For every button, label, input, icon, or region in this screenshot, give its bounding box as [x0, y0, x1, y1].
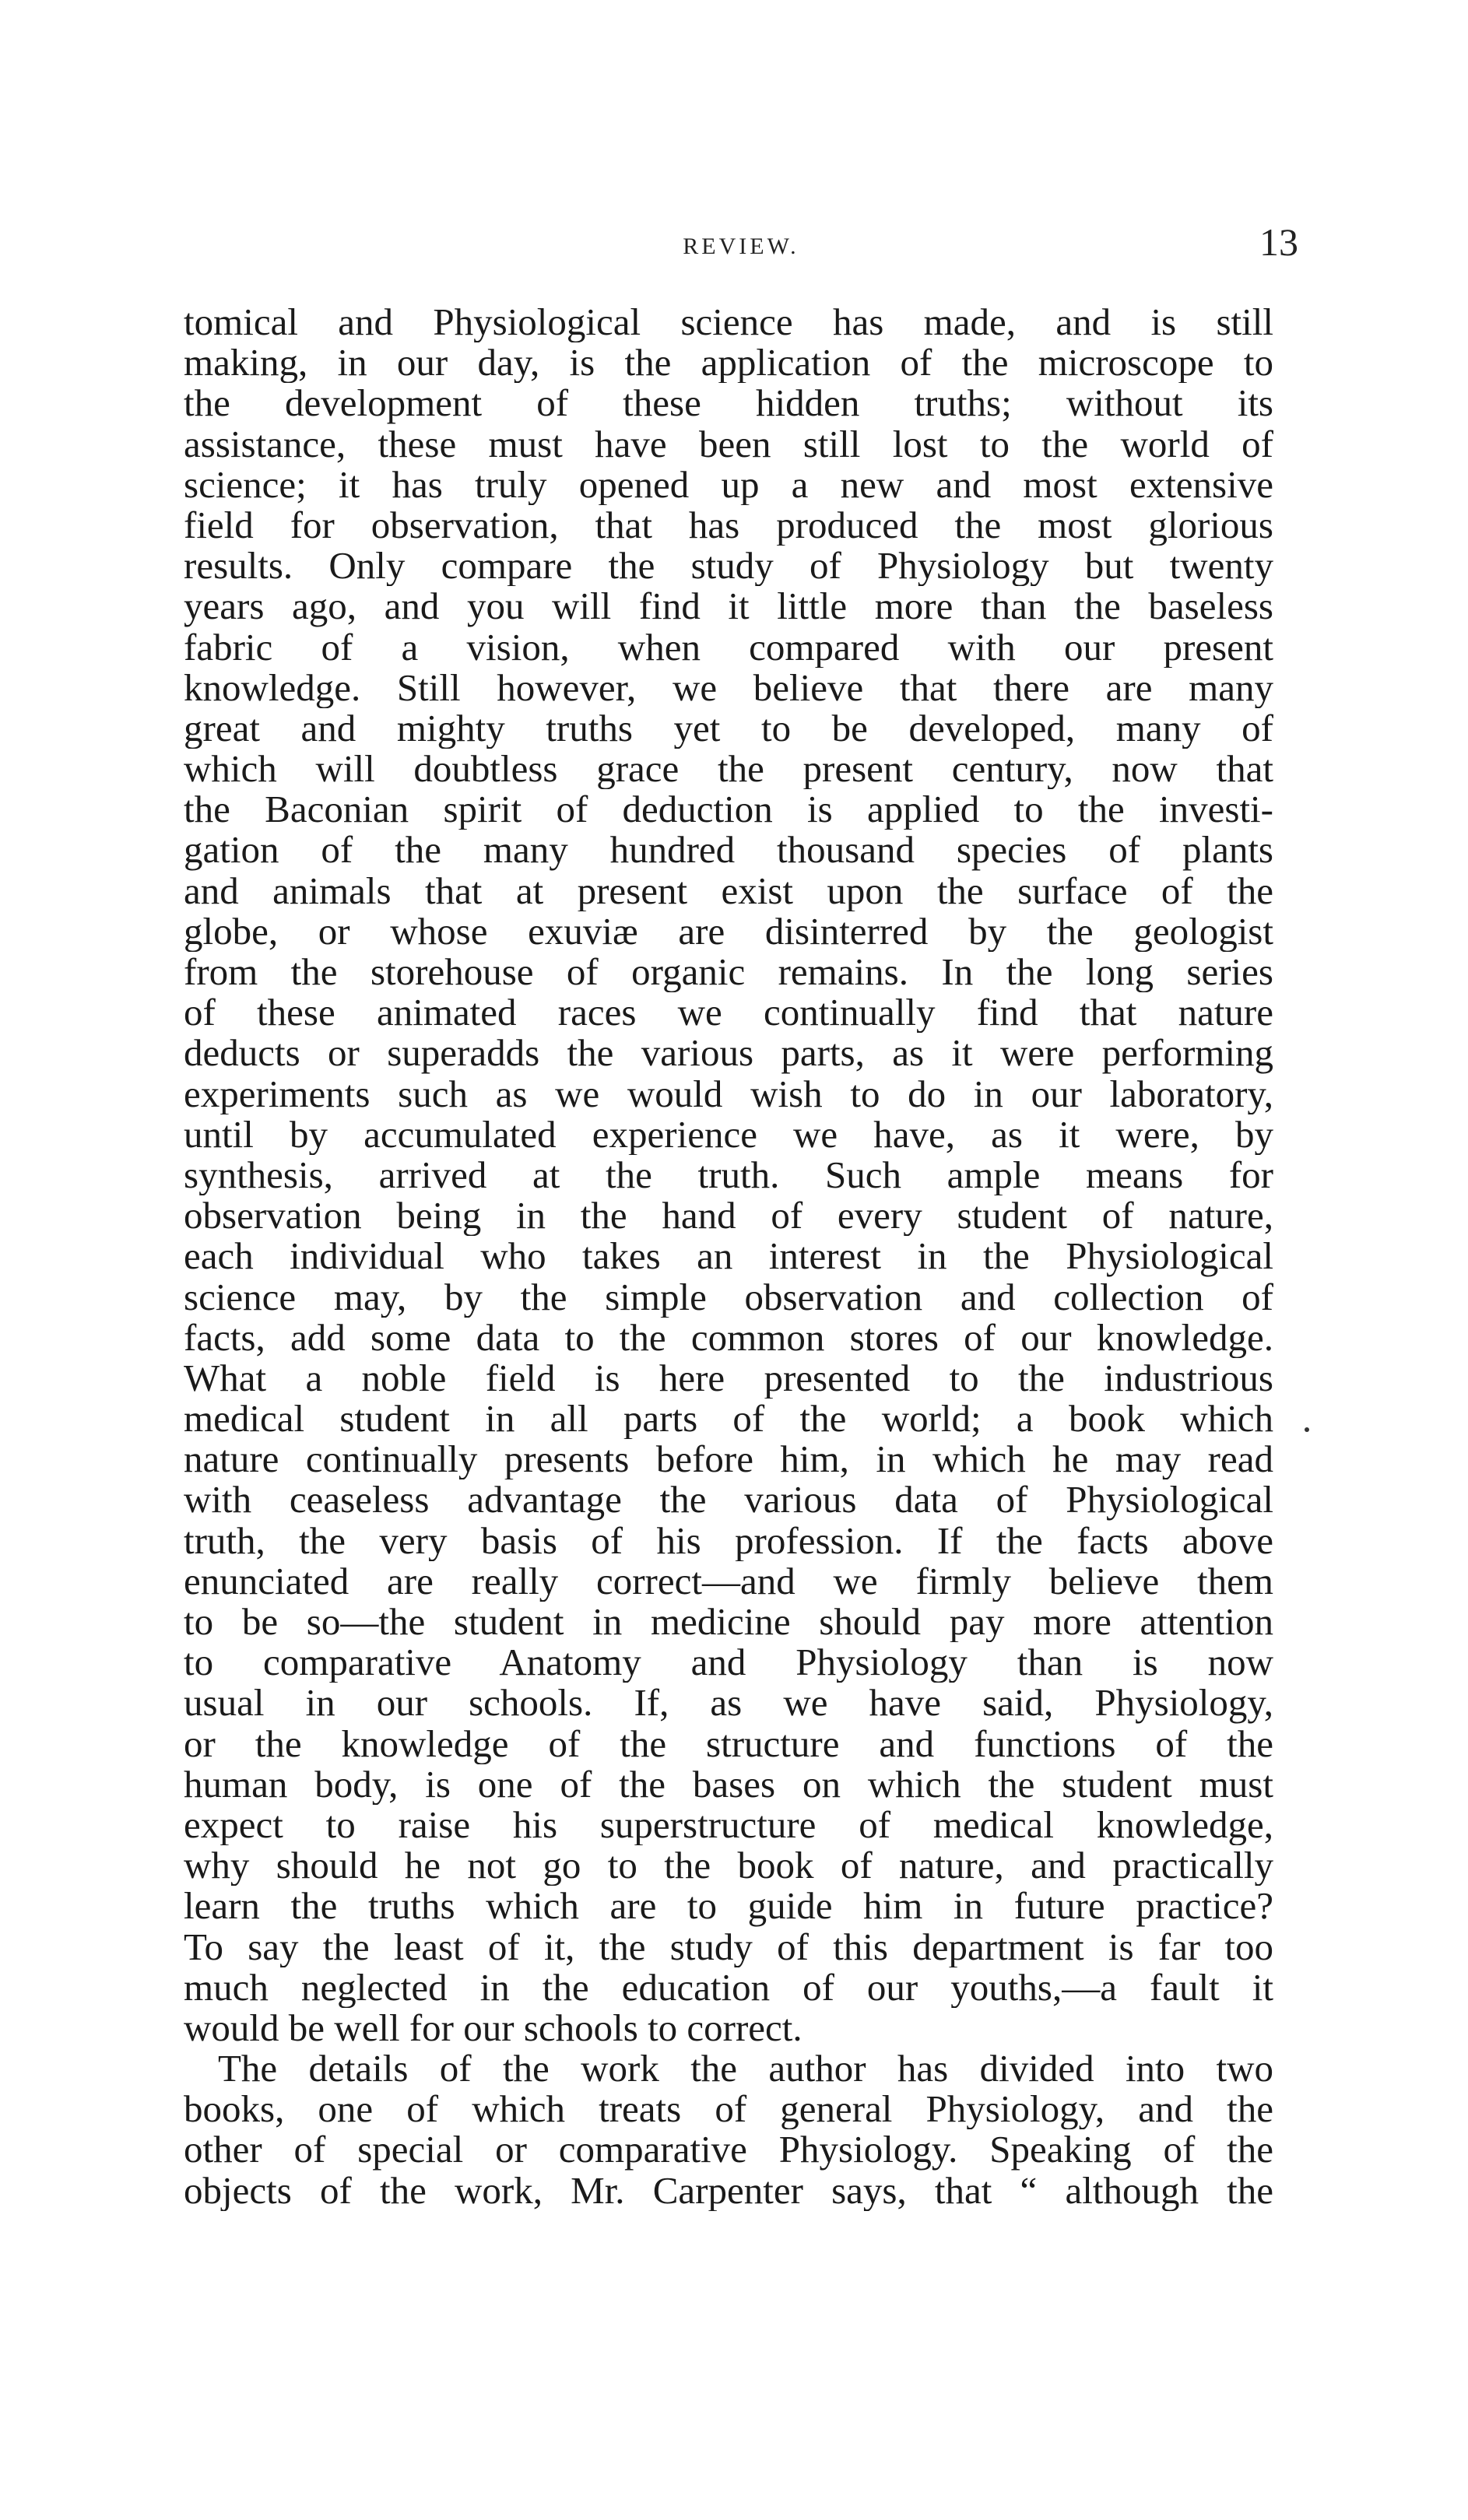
- text-line: To say the least of it, the study of this department is far too: [184, 1926, 1273, 1967]
- text-line: human body, is one of the bases on which the student must: [184, 1764, 1273, 1805]
- running-head: [184, 219, 1298, 274]
- text-line: to be so—the student in medicine should pay more attention: [184, 1602, 1273, 1643]
- text-line: gation of the many hundred thousand species of plants: [184, 830, 1273, 871]
- text-line: each individual who takes an interest in the Physiological: [184, 1236, 1273, 1277]
- text-line: truth, the very basis of his profession. If the facts above: [184, 1520, 1273, 1561]
- text-line: great and mighty truths yet to be developed, many of: [184, 707, 1273, 749]
- text-line: facts, add some data to the common stores of our knowledge.: [184, 1317, 1273, 1358]
- text-line: of these animated races we continually find that nature: [184, 992, 1273, 1034]
- text-line: science; it has truly opened up a new and most extensive: [184, 464, 1273, 505]
- text-line: medical student in all parts of the world; a book which: [184, 1399, 1273, 1440]
- text-line: and animals that at present exist upon the surface of the: [184, 870, 1273, 911]
- text-line: science may, by the simple observation and collection of: [184, 1276, 1273, 1318]
- text-line: nature continually presents before him, in which he may read: [184, 1439, 1273, 1480]
- paragraph-end-line: would be well for our schools to correct.: [184, 2007, 802, 2049]
- text-line: to comparative Anatomy and Physiology than is now: [184, 1642, 1273, 1683]
- text-line: enunciated are really correct—and we firmly believe them: [184, 1560, 1273, 1602]
- text-line: or the knowledge of the structure and functions of the: [184, 1723, 1273, 1764]
- text-line: books, one of which treats of general Physiology, and the: [184, 2089, 1273, 2130]
- text-line: expect to raise his superstructure of medical knowledge,: [184, 1804, 1273, 1846]
- text-line: globe, or whose exuviæ are disinterred by the geologist: [184, 911, 1273, 952]
- text-line: What a noble field is here presented to the industrious: [184, 1357, 1273, 1399]
- text-line: making, in our day, is the application of the microscope to: [184, 342, 1273, 384]
- text-line: the Baconian spirit of deduction is applied to the investi-: [184, 789, 1273, 830]
- text-line: the development of these hidden truths; without its: [184, 383, 1273, 424]
- text-line: other of special or comparative Physiology. Speaking of the: [184, 2129, 1273, 2171]
- text-line: experiments such as we would wish to do in our laboratory,: [184, 1073, 1273, 1114]
- text-line: until by accumulated experience we have, as it were, by: [184, 1114, 1273, 1155]
- text-line: assistance, these must have been still lost to the world of: [184, 423, 1273, 465]
- text-line: objects of the work, Mr. Carpenter says, that “ although the: [184, 2170, 1273, 2211]
- margin-ink-dot: [1305, 1427, 1309, 1432]
- text-line: why should he not go to the book of nature, and practically: [184, 1845, 1273, 1886]
- text-line: much neglected in the education of our youths,—a fault it: [184, 1967, 1273, 2008]
- text-line: years ago, and you will find it little more than the baseless: [184, 586, 1273, 627]
- text-line: with ceaseless advantage the various data of Physiological: [184, 1479, 1273, 1521]
- text-line: knowledge. Still however, we believe that there are many: [184, 667, 1273, 708]
- text-line: from the storehouse of organic remains. In the long series: [184, 952, 1273, 993]
- text-line: deducts or superadds the various parts, as it were performing: [184, 1033, 1273, 1074]
- text-line: results. Only compare the study of Physiology but twenty: [184, 546, 1273, 587]
- text-line: field for observation, that has produced the most glorious: [184, 504, 1273, 546]
- paragraph-start-line: The details of the work the author has divided into two: [218, 2048, 1273, 2090]
- text-line: which will doubtless grace the present century, now that: [184, 749, 1273, 790]
- text-line: tomical and Physiological science has made, and is still: [184, 302, 1273, 343]
- text-line: observation being in the hand of every student of nature,: [184, 1195, 1273, 1237]
- running-title: REVIEW.: [683, 233, 799, 259]
- text-line: usual in our schools. If, as we have said, Physiology,: [184, 1683, 1273, 1724]
- text-line: synthesis, arrived at the truth. Such ample means for: [184, 1154, 1273, 1196]
- text-line: fabric of a vision, when compared with our present: [184, 626, 1273, 668]
- body-text: [184, 302, 1273, 2211]
- page-number: 13: [1259, 220, 1298, 264]
- text-line: learn the truths which are to guide him in future practice?: [184, 1886, 1273, 1927]
